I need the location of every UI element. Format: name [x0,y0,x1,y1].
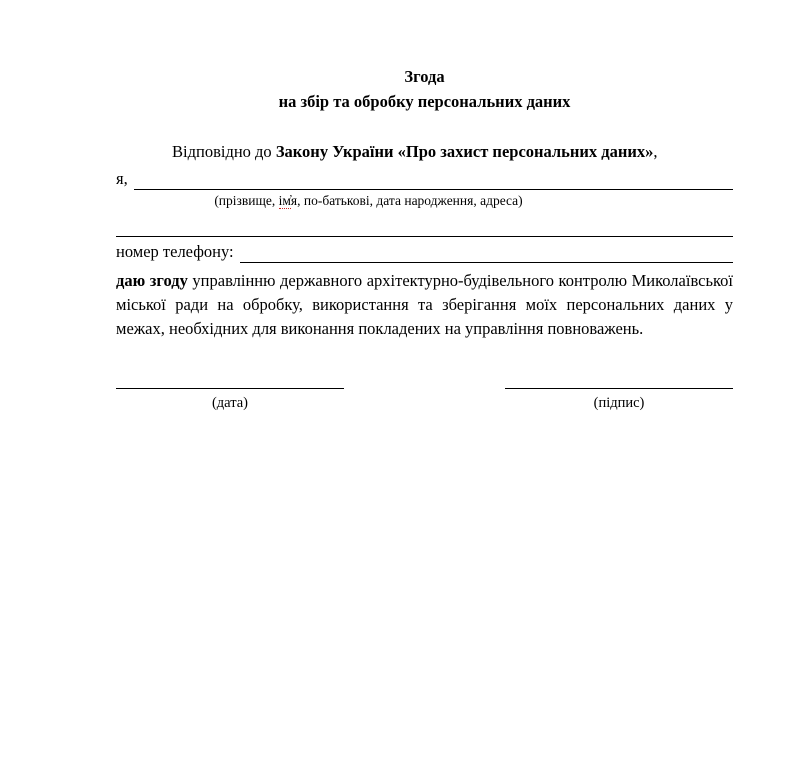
intro-prefix: Відповідно до [172,142,276,161]
page-title [116,64,741,114]
signature-input[interactable] [505,387,733,389]
consent-paragraph [116,269,741,341]
date-block [116,387,344,413]
title-line-1: Згода [404,67,445,86]
name-field-row [116,168,741,190]
name-field-caption [116,192,741,210]
title-line-2: на збір та обробку персональних даних [278,92,571,111]
name-input[interactable] [134,172,733,190]
phone-field-label: номер телефону: [116,242,234,261]
phone-field-row [116,241,741,263]
signature-block [505,387,733,413]
signature-row [116,387,741,413]
phone-input[interactable] [240,245,733,263]
consent-text: управлінню державного архітектурно-будівельного контролю Миколаївської міської ради на обробку, використання та зберігання моїх персональних даних у межах, необхідних для виконання покладених на управління повноважень. [116,271,733,338]
consent-emphasis: даю згоду [116,271,188,290]
signature-caption: (підпис) [593,395,645,411]
caption-part-1: (прізвище, [214,193,279,208]
name-field-label: я, [116,169,128,188]
intro-suffix: , [653,142,658,161]
intro-paragraph [116,140,741,164]
intro-law-name: Закону України «Про захист персональних даних» [275,142,654,161]
address-input[interactable] [116,219,733,237]
date-input[interactable] [116,387,344,389]
caption-misspelled-word: ім [278,193,291,208]
document-body [116,140,741,413]
date-caption: (дата) [211,395,249,411]
caption-part-2: ̓я, по-батькові, дата народження, адреса) [290,193,523,208]
